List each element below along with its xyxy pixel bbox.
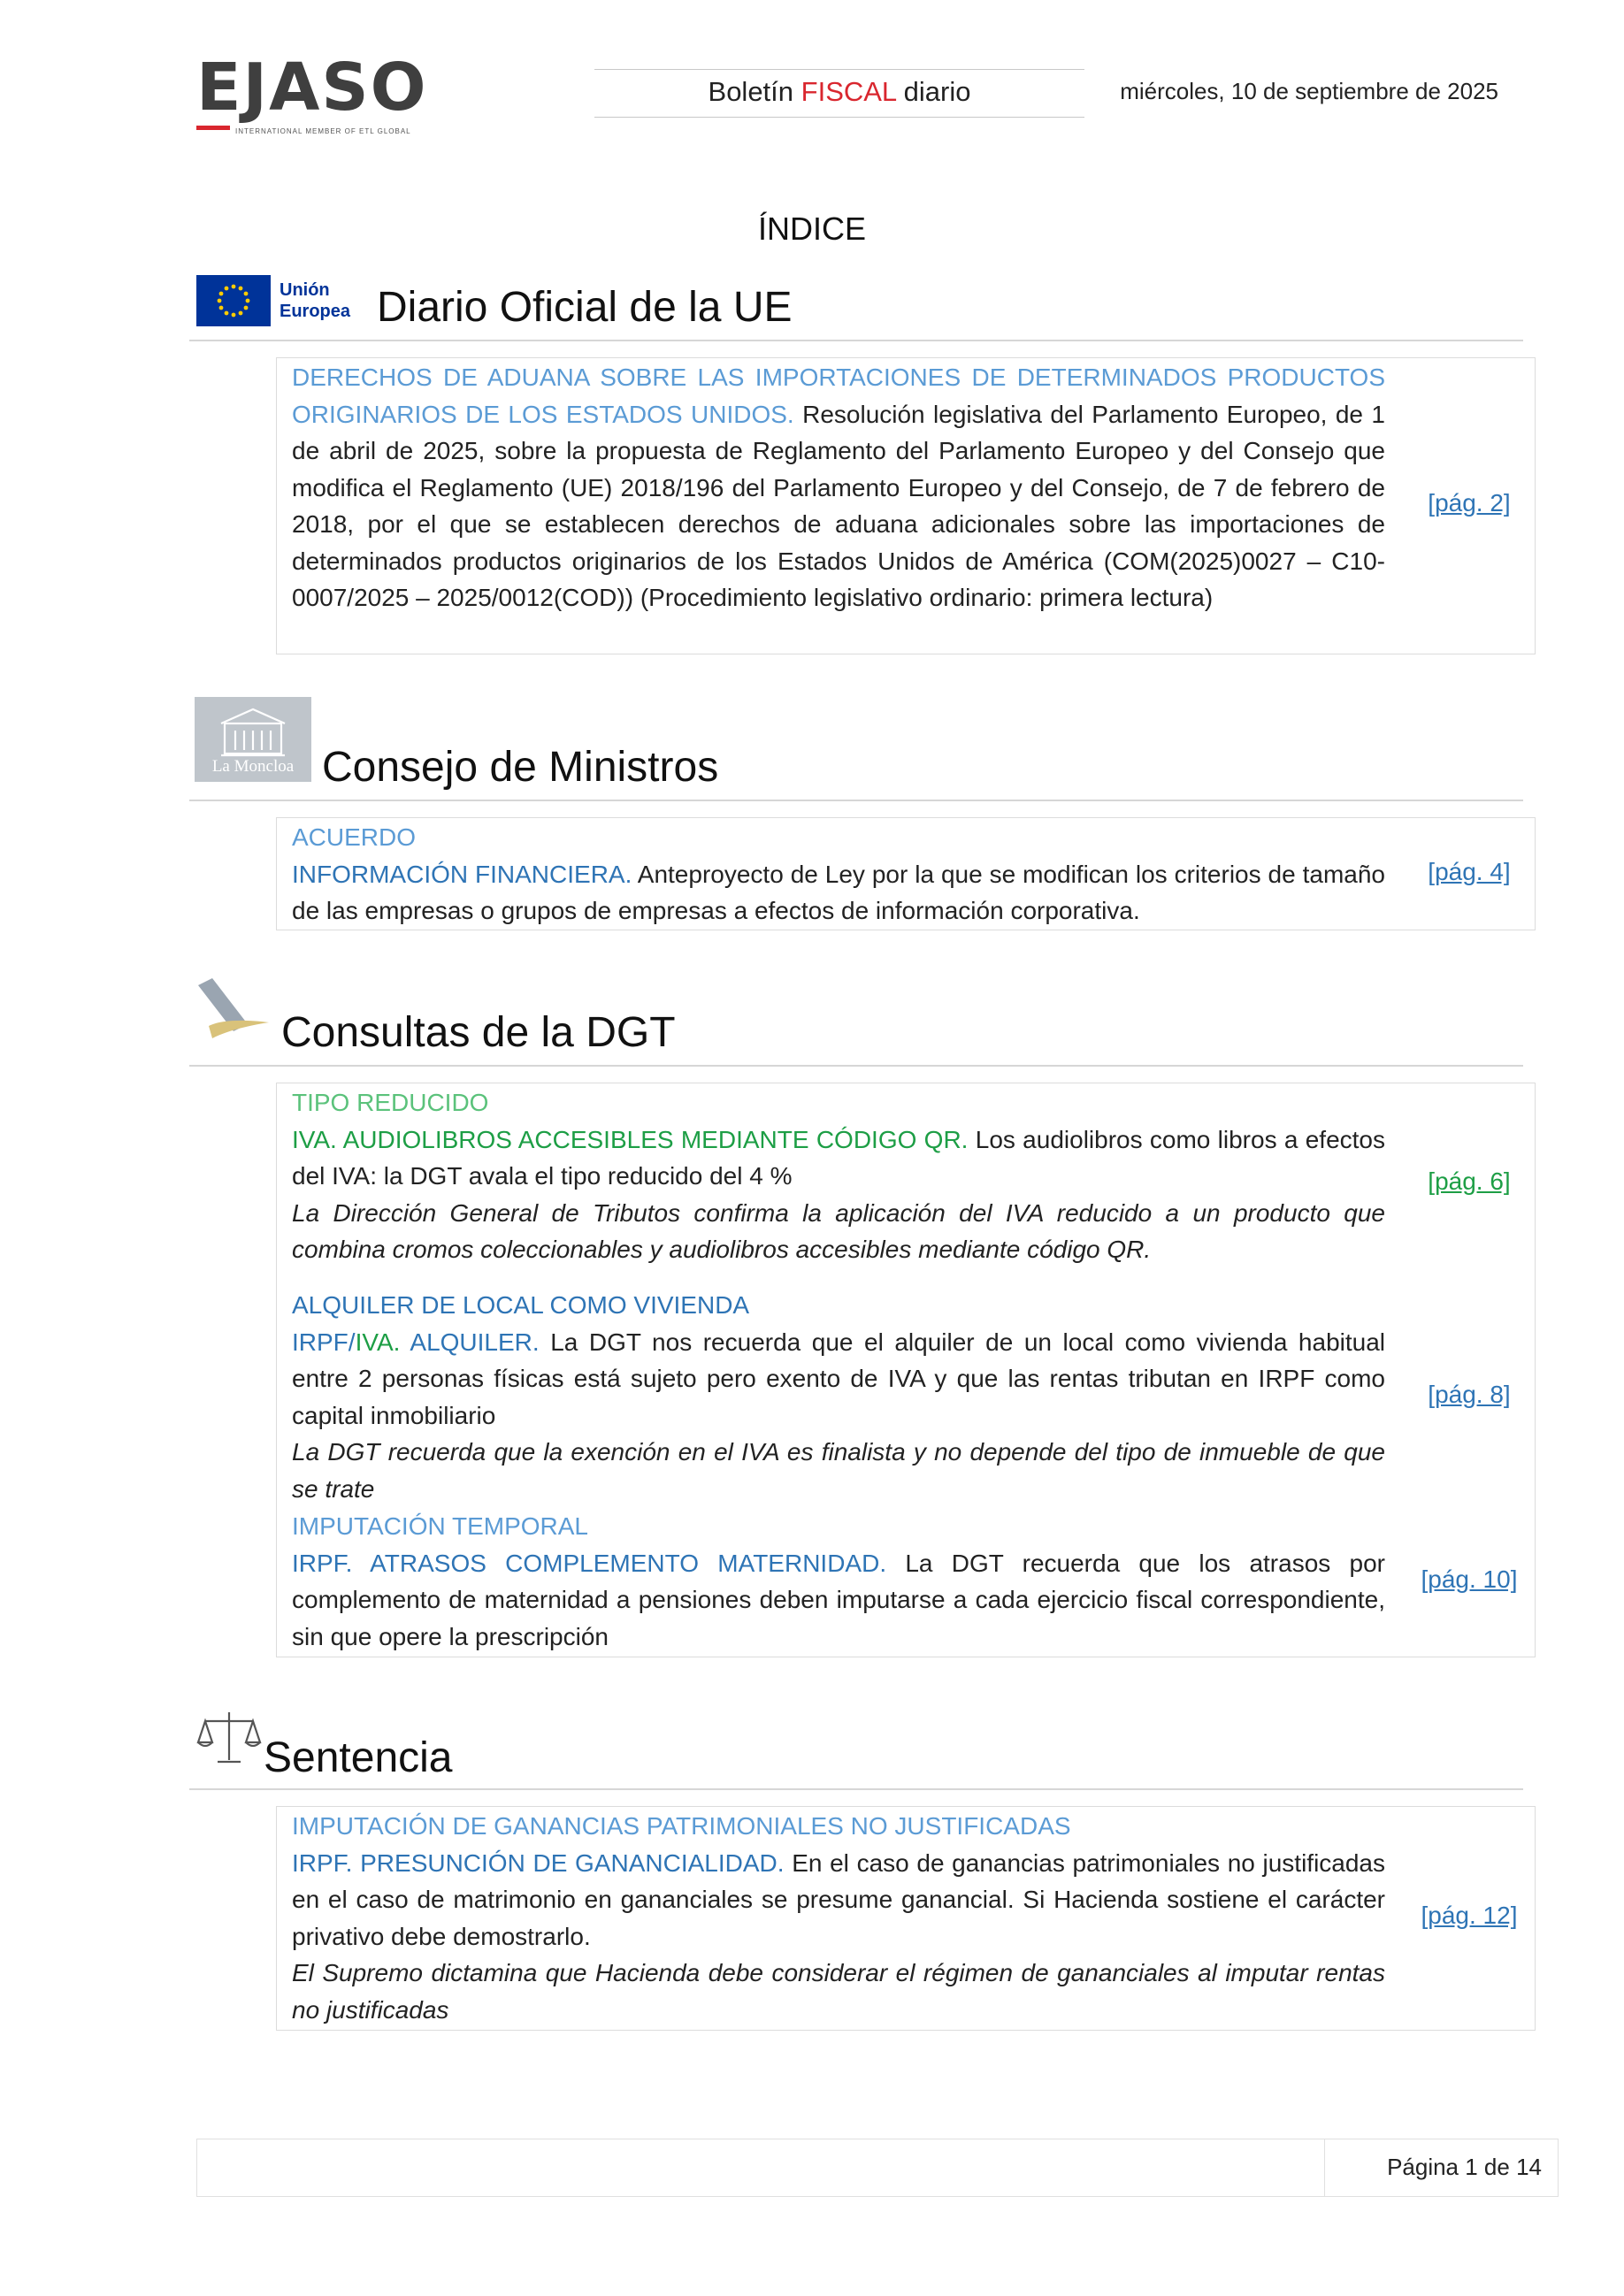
entry-topic-alquiler: ALQUILER. (400, 1328, 540, 1356)
entry-text: Los audiolibros como libros a efectos del IVA: la DGT avala el tipo reducido del 4 % (292, 1125, 1386, 1190)
section-rule-dgt (189, 1065, 1523, 1067)
header-rule-top (594, 69, 1084, 70)
eu-logo (196, 274, 357, 327)
bulletin-title (594, 76, 1084, 108)
logo-tagline: INTERNATIONAL MEMBER OF ETL GLOBAL (235, 127, 411, 135)
justice-scale-icon (196, 1707, 262, 1771)
aeat-logo-icon (193, 973, 272, 1047)
moncloa-building-icon (195, 700, 311, 762)
entry-topic: IVA. AUDIOLIBROS ACCESIBLES MEDIANTE CÓDIGO QR. (292, 1125, 969, 1153)
logo-red-bar (196, 126, 230, 130)
entry-category: ACUERDO (292, 823, 417, 851)
entry-sentencia (292, 1808, 1385, 2028)
moncloa-logo-label: La Moncloa (211, 757, 295, 776)
ejaso-logo (196, 50, 428, 135)
entry-consejo (292, 819, 1385, 930)
bulletin-title-suffix: diario (896, 76, 971, 107)
justice-scale-logo (196, 1707, 262, 1771)
entry-dgt-1 (292, 1084, 1385, 1268)
entry-text: La DGT nos recuerda que el alquiler de un local como vivienda habitual entre 2 personas físicas está sujeto pero exento de IVA y que las rentas tributan en IRPF como capital inmobiliario (292, 1328, 1386, 1429)
aeat-logo (193, 973, 272, 1047)
entry-ue (292, 359, 1385, 616)
section-rule-sentencia (189, 1788, 1523, 1790)
page-link-ue[interactable]: [pág. 2] (1428, 489, 1511, 517)
page-link-dgt-2[interactable]: [pág. 8] (1428, 1381, 1511, 1408)
entry-dgt-3 (292, 1508, 1385, 1655)
section-rule-ue (189, 340, 1523, 341)
page-link-dgt-1[interactable]: [pág. 6] (1428, 1167, 1511, 1195)
entry-category: IMPUTACIÓN DE GANANCIAS PATRIMONIALES NO JUSTIFICADAS (292, 1812, 1071, 1840)
entry-text: La DGT recuerda que los atrasos por complemento de maternidad a pensiones deben imputarse a cada ejercicio fiscal correspondiente, sin que opere la prescripción (292, 1549, 1385, 1650)
page-number: Página 1 de 14 (1387, 2154, 1542, 2180)
entry-topic: IRPF. ATRASOS COMPLEMENTO MATERNIDAD. (292, 1549, 887, 1577)
entry-topic-irpf: IRPF (292, 1328, 349, 1356)
entry-text: Resolución legislativa del Parlamento Europeo, de 1 de abril de 2025, sobre la propuesta de Reglamento del Parlamento Europeo y del Consejo que modifica el Reglamento (UE) 2018/196 del Parlamento Europeo y del Consejo, de 7 de febrero de 2018, por el que se establecen derechos de aduana adicionales sobre las importaciones de determinados productos originarios de los Estados Unidos de América (COM(2025)0027 – C10-0007/2025 – 2025/0012(COD)) (Procedimiento legislativo ordinario: primera lectura) (292, 400, 1385, 611)
entry-category: TIPO REDUCIDO (292, 1089, 489, 1116)
footer-divider (1324, 2139, 1325, 2196)
entry-topic: INFORMACIÓN FINANCIERA. (292, 860, 632, 888)
page-footer (196, 2139, 1559, 2197)
page-link-sentencia[interactable]: [pág. 12] (1421, 1902, 1518, 1929)
header-rule-bottom (594, 117, 1084, 118)
section-rule-consejo (189, 800, 1523, 801)
entry-text: Anteproyecto de Ley por la que se modifican los criterios de tamaño de las empresas o grupos de empresas a efectos de información corporativa. (292, 860, 1386, 924)
entry-topic-sep: / (348, 1328, 356, 1356)
entry-summary: La Dirección General de Tributos confirma la aplicación del IVA reducido a un producto que combina cromos coleccionables y audiolibros accesibles mediante código QR. (292, 1198, 1385, 1263)
eu-flag-icon (196, 275, 271, 326)
entry-topic: IRPF. PRESUNCIÓN DE GANANCIALIDAD. (292, 1848, 785, 1877)
entry-summary: La DGT recuerda que la exención en el IVA es finalista y no depende del tipo de inmueble de que se trate (292, 1438, 1385, 1503)
entry-text: En el caso de ganancias patrimoniales no justificadas en el caso de matrimonio en gananciales se presume ganancial. Si Hacienda sostiene el carácter privativo debe demostrarlo. (292, 1848, 1386, 1950)
entry-category: IMPUTACIÓN TEMPORAL (292, 1512, 589, 1540)
moncloa-logo (195, 697, 311, 782)
page-link-dgt-3[interactable]: [pág. 10] (1421, 1565, 1518, 1593)
entry-topic-iva: IVA. (355, 1328, 401, 1356)
section-title-dgt: Consultas de la DGT (281, 1009, 676, 1056)
page-link-consejo[interactable]: [pág. 4] (1428, 858, 1511, 885)
eu-logo-line2: Europea (280, 302, 351, 321)
bulletin-title-prefix: Boletín (708, 76, 801, 107)
section-title-consejo: Consejo de Ministros (322, 744, 719, 791)
entry-category: ALQUILER DE LOCAL COMO VIVIENDA (292, 1291, 750, 1319)
eu-logo-line1: Unión (280, 280, 330, 300)
entry-summary: El Supremo dictamina que Hacienda debe considerar el régimen de gananciales al imputar rentas no justificadas (292, 1959, 1385, 2024)
entry-topic: DERECHOS DE ADUANA SOBRE LAS IMPORTACIONES DE DETERMINADOS PRODUCTOS ORIGINARIOS DE LOS ESTADOS UNIDOS. (292, 364, 1385, 428)
section-title-ue: Diario Oficial de la UE (377, 284, 793, 331)
index-title: ÍNDICE (757, 210, 866, 247)
entry-dgt-2 (292, 1287, 1385, 1507)
logo-text: EJASO (196, 50, 428, 126)
bulletin-title-fiscal: FISCAL (801, 76, 897, 107)
section-title-sentencia: Sentencia (264, 1734, 453, 1781)
bulletin-date: miércoles, 10 de septiembre de 2025 (1120, 78, 1498, 104)
